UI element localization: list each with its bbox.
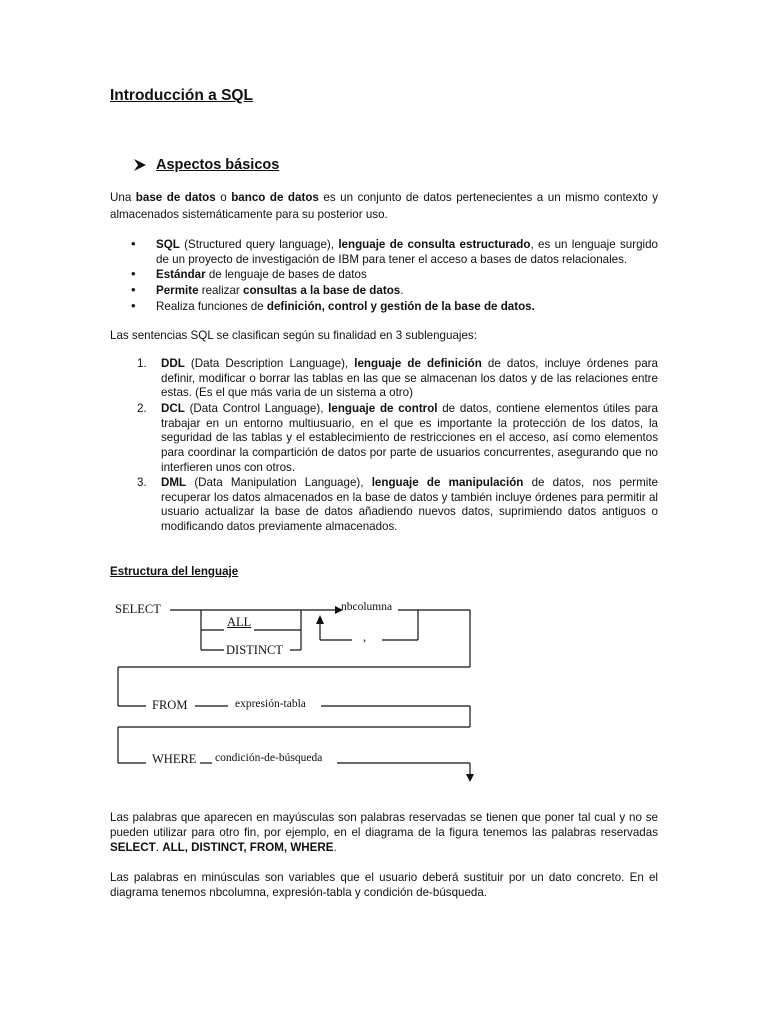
keyword-distinct: DISTINCT <box>226 643 283 657</box>
arrow-down-icon <box>466 774 474 782</box>
variable-nbcolumna: nbcolumna <box>341 601 393 613</box>
list-item: Estándar de lenguaje de bases de datos <box>156 268 367 281</box>
list-item: SQL (Structured query language), lenguaje de consulta estructurado, es un lenguaje surgido de un proyecto de investigación de IBM para tener el acceso a bases de datos relacionales. <box>156 238 658 266</box>
keyword-all: ALL <box>227 615 252 629</box>
reserved-words-paragraph: Las palabras que aparecen en mayúsculas son palabras reservadas se tienen que poner tal cual y no se pueden utilizar para otro fin, por ejemplo, en el diagrama de la figura tenemos las palabras reservadas SELECT. ALL, DISTINCT, FROM, WHERE. <box>110 811 658 854</box>
bullet-dot-icon: • <box>131 298 136 313</box>
list-item: Realiza funciones de definición, control y gestión de la base de datos. <box>156 300 535 313</box>
page-title: Introducción a SQL <box>110 87 253 104</box>
arrow-up-icon <box>316 615 324 624</box>
classification-paragraph: Las sentencias SQL se clasifican según su finalidad en 3 sublenguajes: <box>110 329 477 342</box>
keyword-select: SELECT <box>115 602 161 616</box>
list-item: DML (Data Manipulation Language), lenguaje de manipulación de datos, nos permite recuperar los datos almacenados en la base de datos y también incluye órdenes para permitir al usuario actualizar la base de datos añadiendo nuevos datos, suprimiendo datos antiguos o modificando datos previamente almacenados. <box>161 476 658 534</box>
diagram-lines <box>0 590 768 790</box>
subheading: Estructura del lenguaje <box>110 565 239 578</box>
list-item: DDL (Data Description Language), lenguaje de definición de datos, incluye órdenes para definir, modificar o borrar las tablas en las que se almacenan los datos y de las relaciones entre estas. (Es el que más varia de un sistema a otro) <box>161 357 658 400</box>
variables-paragraph: Las palabras en minúsculas son variables que el usuario deberá sustituir por un dato concreto. En el diagrama tenemos nbcolumna, expresión-tabla y condición de-búsqueda. <box>110 871 658 899</box>
bullet-dot-icon: • <box>131 282 136 297</box>
bullet-dot-icon: • <box>131 266 136 281</box>
list-item: Permite realizar consultas a la base de datos. <box>156 284 404 297</box>
variable-expresion-tabla: expresión-tabla <box>235 698 306 710</box>
list-item: DCL (Data Control Language), lenguaje de control de datos, contiene elementos útiles para trabajar en un entorno multiusuario, en el que es importante la protección de los datos, la seguridad de las tablas y el establecimiento de restricciones en el acceso, así como elementos para coordinar la compartición de datos por parte de usuarios concurrentes, asegurando que no interfieren unos con otros. <box>161 402 658 474</box>
keyword-from: FROM <box>152 698 188 712</box>
arrow-bullet-icon <box>133 158 147 172</box>
list-number: 1. <box>137 357 147 370</box>
list-number: 3. <box>137 476 147 489</box>
intro-paragraph: Una base de datos o banco de datos es un conjunto de datos pertenecientes a un mismo contexto y almacenados sistemáticamente para su posterior uso. <box>110 191 658 221</box>
section-heading: Aspectos básicos <box>156 157 280 173</box>
bullet-dot-icon: • <box>131 236 136 251</box>
comma-separator: , <box>363 630 367 644</box>
variable-condicion-busqueda: condición-de-búsqueda <box>215 752 323 764</box>
keyword-where: WHERE <box>152 752 197 766</box>
list-number: 2. <box>137 402 147 415</box>
